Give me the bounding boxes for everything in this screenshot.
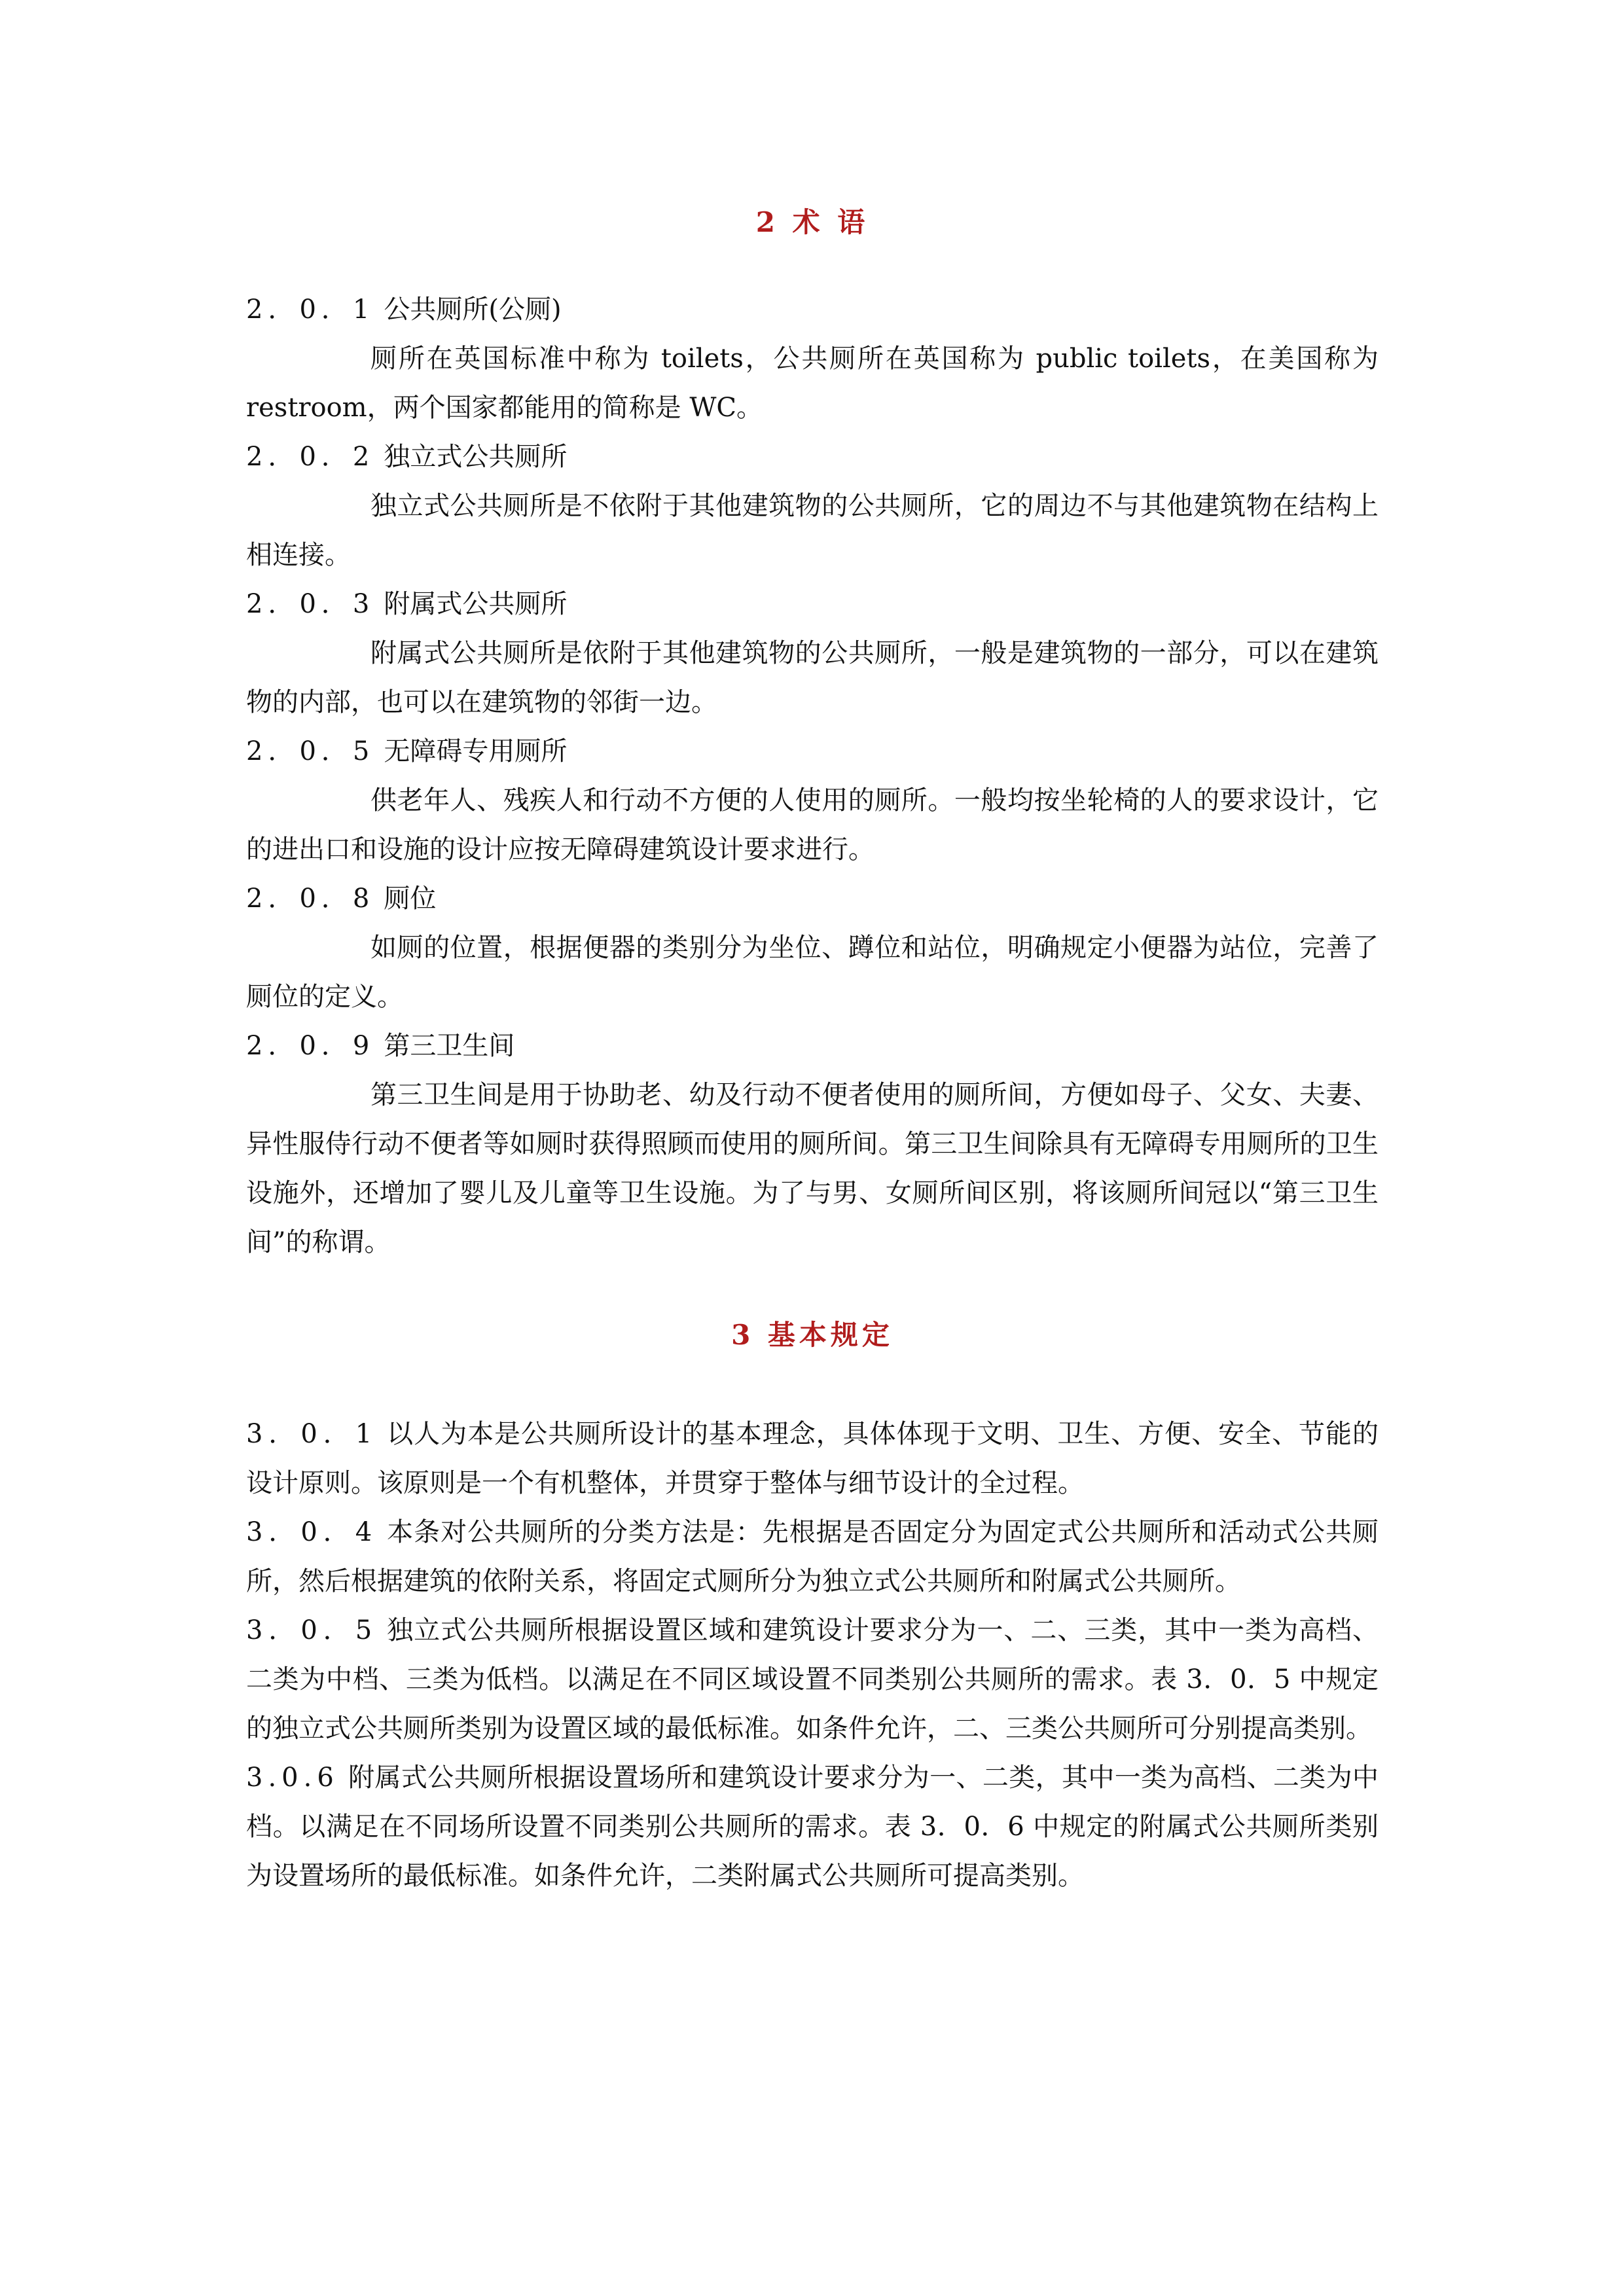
term-number: 2．0．5 — [246, 736, 375, 766]
term-definition: 独立式公共厕所是不依附于其他建筑物的公共厕所，它的周边不与其他建筑物在结构上相连接。 — [246, 491, 1379, 570]
term-2-0-5 — [246, 727, 1379, 874]
term-number: 2．0．8 — [246, 884, 375, 914]
term-heading — [246, 874, 1379, 924]
page-content — [246, 196, 1379, 1901]
section-2-title: 2 术 语 — [755, 206, 869, 238]
clause-number: 3．0．4 — [246, 1517, 378, 1547]
term-2-0-9 — [246, 1022, 1379, 1267]
term-definition: 供老年人、残疾人和行动不方便的人使用的厕所。一般均按坐轮椅的人的要求设计，它的进出口和设施的设计应按无障碍建筑设计要求进行。 — [246, 785, 1379, 865]
term-number: 2．0．2 — [246, 442, 375, 472]
term-2-0-1 — [246, 285, 1379, 433]
term-heading — [246, 285, 1379, 334]
clause-number: 3．0．1 — [246, 1419, 378, 1449]
term-heading — [246, 580, 1379, 629]
term-definition: 如厕的位置，根据便器的类别分为坐位、蹲位和站位，明确规定小便器为站位，完善了厕位的定义。 — [246, 933, 1379, 1012]
term-name: 独立式公共厕所 — [384, 442, 568, 472]
clause-text: 附属式公共厕所根据设置场所和建筑设计要求分为一、二类，其中一类为高档、二类为中档。以满足在不同场所设置不同类别公共厕所的需求。表 3．0．6 中规定的附属式公共厕所类别为设置场所的最低标准。如条件允许，二类附属式公共厕所可提高类别。 — [246, 1763, 1379, 1891]
clause-text: 以人为本是公共厕所设计的基本理念，具体体现于文明、卫生、方便、安全、节能的设计原则。该原则是一个有机整体，并贯穿于整体与细节设计的全过程。 — [246, 1419, 1379, 1498]
clause-text: 本条对公共厕所的分类方法是：先根据是否固定分为固定式公共厕所和活动式公共厕所，然后根据建筑的依附关系，将固定式厕所分为独立式公共厕所和附属式公共厕所。 — [246, 1517, 1379, 1596]
term-number: 2．0．1 — [246, 295, 375, 325]
term-heading — [246, 1022, 1379, 1071]
term-heading — [246, 433, 1379, 482]
term-name: 厕位 — [384, 884, 437, 914]
term-name: 无障碍专用厕所 — [384, 736, 568, 766]
clause-3-0-4 — [246, 1508, 1379, 1606]
term-definition: 附属式公共厕所是依附于其他建筑物的公共厕所，一般是建筑物的一部分，可以在建筑物的内部，也可以在建筑物的邻街一边。 — [246, 638, 1379, 717]
term-heading — [246, 727, 1379, 776]
clause-text: 独立式公共厕所根据设置区域和建筑设计要求分为一、二、三类，其中一类为高档、二类为中档、三类为低档。以满足在不同区域设置不同类别公共厕所的需求。表 3．0．5 中规定的独立式公共厕所类别为设置区域的最低标准。如条件允许，二、三类公共厕所可分别提高类别。 — [246, 1615, 1379, 1744]
term-name: 公共厕所(公厕) — [384, 295, 562, 325]
term-number: 2．0．3 — [246, 589, 375, 619]
clause-number: 3．0．5 — [246, 1615, 378, 1645]
section-3-title: 3 基本规定 — [731, 1319, 893, 1351]
term-name: 附属式公共厕所 — [384, 589, 568, 619]
term-name: 第三卫生间 — [384, 1031, 515, 1061]
term-number: 2．0．9 — [246, 1031, 375, 1061]
term-2-0-3 — [246, 580, 1379, 727]
term-definition: 第三卫生间是用于协助老、幼及行动不便者使用的厕所间，方便如母子、父女、夫妻、异性服侍行动不便者等如厕时获得照顾而使用的厕所间。第三卫生间除具有无障碍专用厕所的卫生设施外，还增加了婴儿及儿童等卫生设施。为了与男、女厕所间区别，将该厕所间冠以“第三卫生间”的称谓。 — [246, 1080, 1379, 1257]
term-2-0-8 — [246, 874, 1379, 1022]
term-definition: 厕所在英国标准中称为 toilets，公共厕所在英国称为 public toilets，在美国称为 restroom，两个国家都能用的简称是 WC。 — [246, 344, 1379, 423]
clause-number: 3.0.6 — [246, 1763, 339, 1793]
term-2-0-2 — [246, 433, 1379, 580]
clause-3-0-1 — [246, 1410, 1379, 1508]
clause-3-0-5 — [246, 1606, 1379, 1753]
clause-3-0-6 — [246, 1753, 1379, 1901]
